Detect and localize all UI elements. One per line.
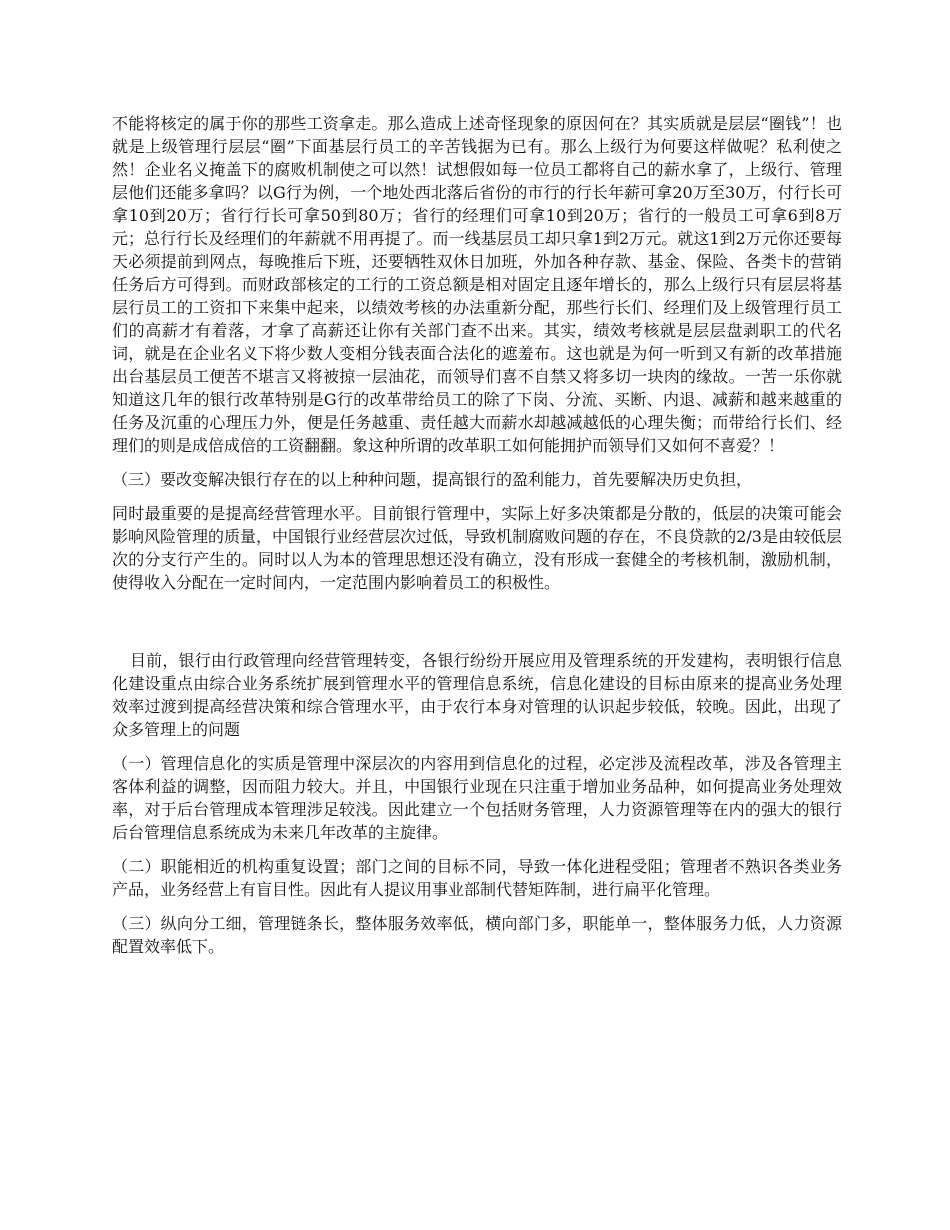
paragraph-informatization-intro: 目前，银行由行政管理向经营管理转变，各银行纷纷开展应用及管理系统的开发建构，表明银行信息化建设重点由综合业务系统扩展到管理水平的管理信息系统，信息化建设的目标由原来的提高业务处理效率过渡到提高经营决策和综合管理水平，由于农行本身对管理的认识起步较低，较晚。因此，出现了众多管理上的问题 [112, 651, 842, 739]
paragraph-salary-distribution: 不能将核定的属于你的那些工资拿走。那么造成上述奇怪现象的原因何在？其实质就是层层“圈钱”！也就是上级管理行层层“圈”下面基层行员工的辛苦钱据为已有。那么上级行为何要这样做呢？私利使之然！企业名义掩盖下的腐败机制使之可以然！试想假如每一位员工都将自己的薪水拿了，上级行、管理层他们还能多拿吗？以G行为例，一个地处西北落后省份的市行的行长年薪可拿20万至30万，付行长可拿10到20万；省行行长可拿50到80万；省行的经理们可拿10到20万；省行的一般员工可拿6到8万元；总行行长及经理们的年薪就不用再提了。而一线基层员工却只拿1到2万元。就这1到2万元你还要每天必须提前到网点，每晚推后下班，还要牺牲双休日加班，外加各种存款、基金、保险、各类卡的营销任务后方可得到。而财政部核定的工行的工资总额是相对固定且逐年增长的，那么上级行只有层层将基层行员工的工资扣下来集中起来，以绩效考核的办法重新分配，那些行长们、经理们及上级管理行员工们的高薪才有着落，才拿了高薪还让你有关部门查不出来。其实，绩效考核就是层层盘剥职工的代名词，就是在企业名义下将少数人变相分钱表面合法化的遮羞布。这也就是为何一听到又有新的改革措施出台基层员工便苦不堪言又将被掠一层油花，而领导们喜不自禁又将多切一块肉的缘故。一苦一乐你就知道这几年的银行改革特别是G行的改革带给员工的除了下岗、分流、买断、内退、减薪和越来越重的任务及沉重的心理压力外，便是任务越重、责任越大而薪水却越减越低的心理失衡；而带给行长们、经理们的则是成倍成倍的工资翻翻。象这种所谓的改革职工如何能拥护而领导们又如何不喜爱？！ [112, 114, 842, 455]
paragraph-point-three-heading: （三）要改变解决银行存在的以上种种问题，提高银行的盈利能力，首先要解决历史负担， [112, 470, 753, 489]
section-gap [112, 605, 842, 649]
paragraph-point-three: （三）纵向分工细，管理链条长，整体服务效率低，横向部门多，职能单一，整体服务力低，人力资源配置效率低下。 [112, 914, 842, 956]
document-body [112, 112, 842, 969]
paragraph-point-one: （一）管理信息化的实质是管理中深层次的内容用到信息化的过程，必定涉及流程改革，涉及各管理主客体利益的调整，因而阻力较大。并且，中国银行业现在只注重于增加业务品种，如何提高业务处理效率，对于后台管理成本管理涉足较浅。因此建立一个包括财务管理，人力资源管理等在内的强大的银行后台管理信息系统成为未来几年改革的主旋律。 [112, 754, 842, 842]
paragraph-management-level: 同时最重要的是提高经营管理水平。目前银行管理中，实际上好多决策都是分散的，低层的决策可能会影响风险管理的质量，中国银行业经营层次过低，导致机制腐败问题的存在，不良贷款的2/3是由较低层次的分支行产生的。同时以人为本的管理思想还没有确立，没有形成一套健全的考核机制，激励机制，使得收入分配在一定时间内，一定范围内影响着员工的积极性。 [112, 504, 842, 592]
paragraph-point-two: （二）职能相近的机构重复设置；部门之间的目标不同，导致一体化进程受阻；管理者不熟识各类业务产品，业务经营上有盲目性。因此有人提议用事业部制代替矩阵制，进行扁平化管理。 [112, 857, 842, 899]
